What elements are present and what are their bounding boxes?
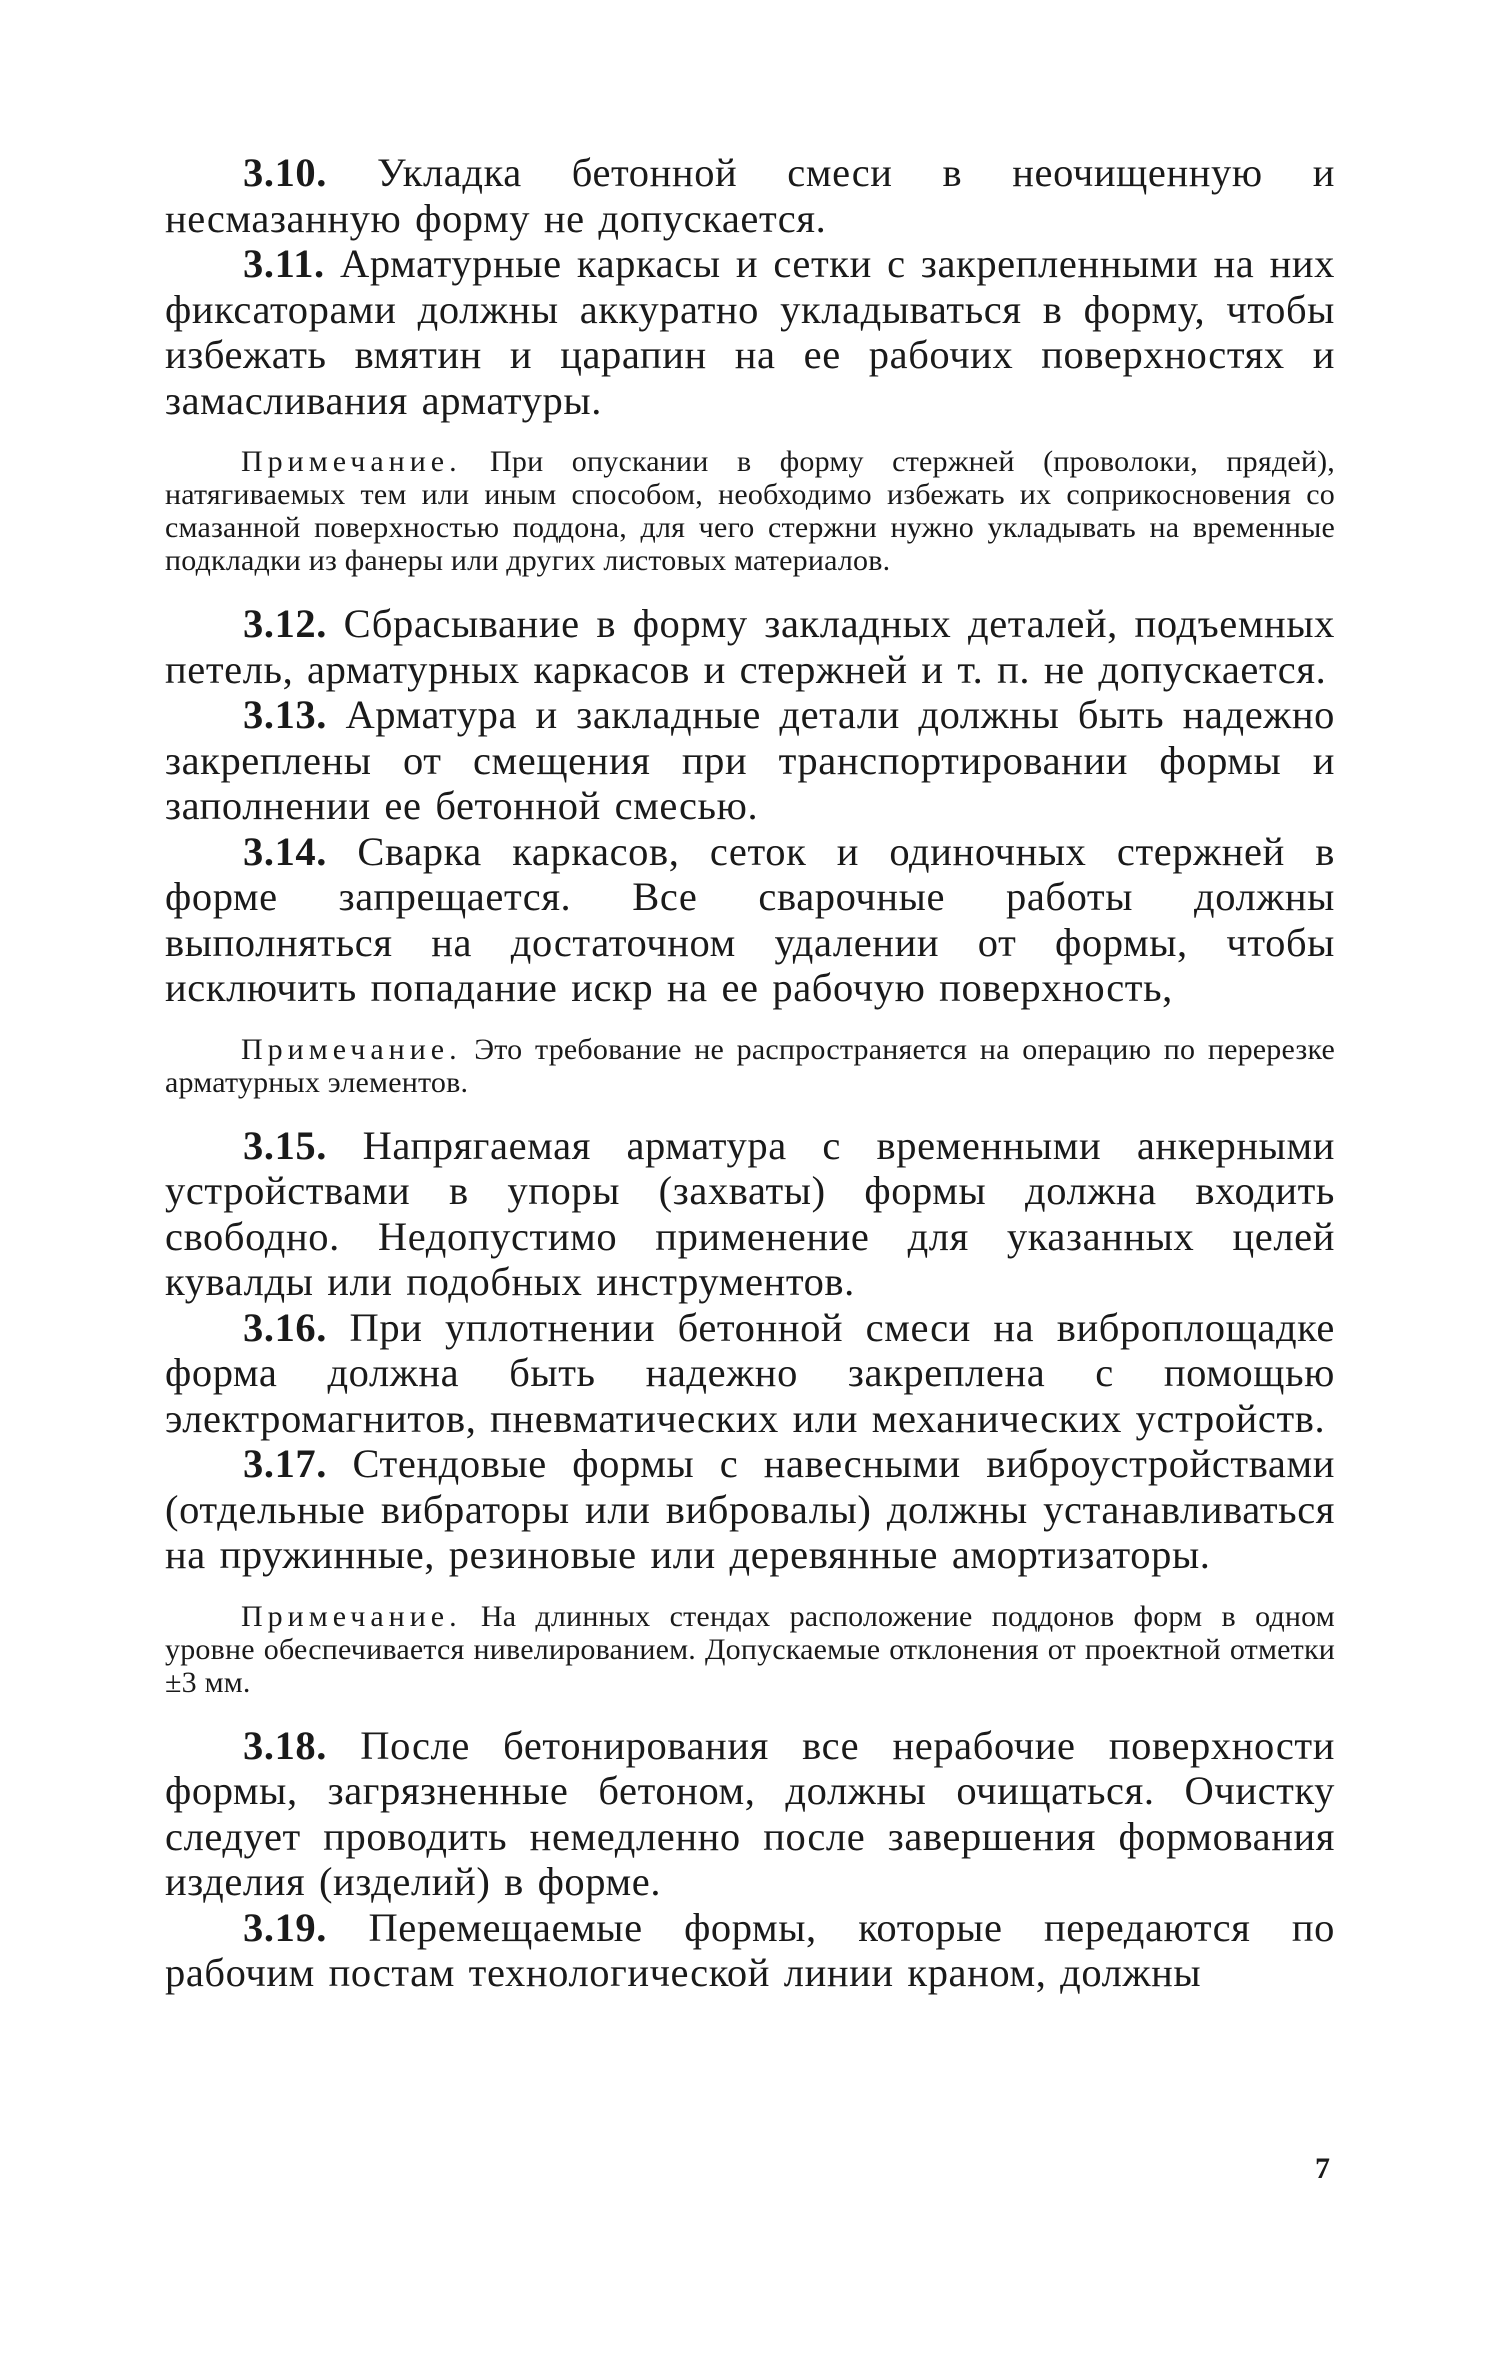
note-text: При опускании в форму стержней (проволоки, прядей), натягиваемых тем или иным способом, необходимо избежать их соприкосновения со смазанной поверхностью поддона, для чего стержни нужно укладывать на временные подкладки из фанеры или других листовых материалов.: [165, 445, 1336, 577]
paragraph-text: Сварка каркасов, сеток и одиночных стержней в форме запрещается. Все сварочные работы должны выполняться на достаточном удалении от формы, чтобы исключить попадание искр на ее рабочую поверхность,: [165, 828, 1336, 1010]
paragraph-text: После бетонирования все нерабочие поверхности формы, загрязненные бетоном, должны очищаться. Очистку следует проводить немедленно после завершения формования изделия (изделий) в форме.: [165, 1722, 1335, 1904]
paragraph-3-16: [165, 1305, 1335, 1442]
paragraph-number: 3.15.: [243, 1122, 327, 1168]
paragraph-text: При уплотнении бетонной смеси на виброплощадке форма должна быть надежно закреплена с помощью электромагнитов, пневматических или механических устройств.: [165, 1304, 1335, 1441]
note-3: [165, 1600, 1335, 1699]
paragraph-number: 3.17.: [243, 1441, 327, 1486]
paragraph-text: Арматура и закладные детали должны быть надежно закреплены от смещения при транспортировании формы и заполнении ее бетонной смесью.: [165, 692, 1335, 828]
paragraph-number: 3.16.: [243, 1304, 327, 1350]
document-page: [165, 150, 1335, 1996]
paragraph-number: 3.13.: [243, 692, 327, 737]
note-1: [165, 445, 1335, 577]
paragraph-3-13: [165, 692, 1335, 829]
note-2: [165, 1033, 1335, 1099]
note-text: На длинных стендах расположение поддонов форм в одном уровне обеспечивается нивелированием. Допускаемые отклонения от проектной отметки ±3 мм.: [165, 1599, 1335, 1699]
paragraph-3-14: [165, 829, 1335, 1011]
paragraph-text: Перемещаемые формы, которые передаются по рабочим постам технологической линии краном, должны: [165, 1904, 1335, 1995]
paragraph-number: 3.19.: [243, 1904, 327, 1950]
paragraph-number: 3.11.: [243, 241, 325, 286]
paragraph-text: Арматурные каркасы и сетки с закрепленными на них фиксаторами должны аккуратно укладываться в форму, чтобы избежать вмятин и царапин на ее рабочих поверхностях и замасливания арматуры.: [165, 241, 1335, 423]
paragraph-number: 3.12.: [243, 601, 327, 646]
paragraph-3-17: [165, 1441, 1335, 1578]
note-label: Примечание.: [241, 1032, 462, 1066]
paragraph-3-18: [165, 1723, 1335, 1905]
paragraph-number: 3.18.: [243, 1722, 327, 1768]
paragraph-3-15: [165, 1123, 1335, 1305]
note-label: Примечание.: [241, 1599, 462, 1633]
paragraph-3-10: [165, 150, 1335, 241]
paragraph-3-12: [165, 601, 1335, 692]
paragraph-number: 3.10.: [243, 150, 327, 195]
paragraph-3-19: [165, 1905, 1335, 1996]
paragraph-number: 3.14.: [243, 828, 327, 874]
paragraph-text: Стендовые формы с навесными виброустройствами (отдельные вибраторы или вибровалы) должны устанавливаться на пружинные, резиновые или деревянные амортизаторы.: [165, 1441, 1335, 1577]
note-label: Примечание.: [241, 445, 462, 478]
paragraph-text: Укладка бетонной смеси в неочищенную и несмазанную форму не допускается.: [165, 150, 1335, 241]
paragraph-text: Напрягаемая арматура с временными анкерными устройствами в упоры (захваты) формы должна входить свободно. Недопустимо применение для указанных целей кувалды или подобных инструментов.: [165, 1122, 1335, 1304]
note-text: Это требование не распространяется на операцию по перерезке арматурных элементов.: [165, 1032, 1335, 1099]
paragraph-3-11: [165, 241, 1335, 423]
page-number: 7: [1315, 2152, 1330, 2185]
paragraph-text: Сбрасывание в форму закладных деталей, подъемных петель, арматурных каркасов и стержней и т. п. не допускается.: [165, 601, 1335, 692]
